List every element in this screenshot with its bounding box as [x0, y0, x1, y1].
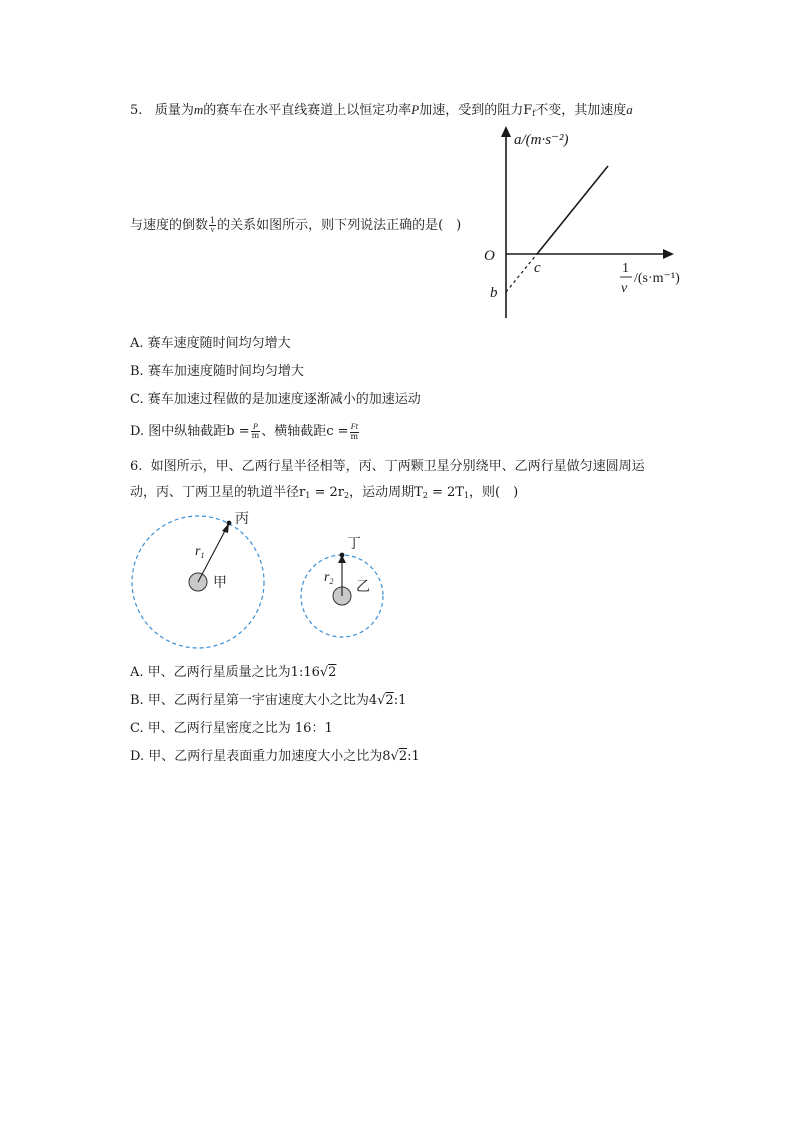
q6-figure — [125, 505, 395, 650]
x-label-num: 1 — [622, 261, 629, 276]
graph-line-extension — [506, 254, 537, 292]
label-r1: $r_1$ — [195, 544, 205, 560]
x-label-den: v — [621, 281, 628, 296]
label-ding: 丁 — [347, 537, 361, 552]
q5-option-b[interactable]: B. 赛车加速度随时间均匀增大 — [130, 364, 304, 379]
satellite-bing — [227, 521, 232, 526]
fraction-1-over-v: $\frac{1}{v}$ — [210, 216, 216, 234]
y-axis-label: a/(m·s⁻²) — [514, 132, 569, 148]
y-axis-arrow — [501, 126, 511, 137]
q5-stem-line2: 与速度的倒数 $\frac{1}{v}$ 的关系如图所示，则下列说法正确的是( ) — [130, 216, 462, 234]
q5-option-a[interactable]: A. 赛车速度随时间均匀增大 — [130, 336, 291, 351]
q6-option-b[interactable]: B. 甲、乙两行星第一宇宙速度大小之比为4√2:1 — [130, 693, 407, 708]
q6-option-c[interactable]: C. 甲、乙两行星密度之比为 16：1 — [130, 721, 333, 736]
q6-stem-line2: 动，丙、丁两卫星的轨道半径$r_1 = 2r_2$，运动周期$T_2 = 2T_1$，则( ) — [130, 485, 519, 500]
q5-option-d[interactable]: D. 图中纵轴截距b = $\frac{P}{m}$ 、横轴截距c = $\frac{Ff}{m}$ — [130, 421, 359, 441]
label-r2: $r_2$ — [324, 570, 334, 586]
q5-stem-line1: 5. 质量为m的赛车在水平直线赛道上以恒定功率P加速，受到的阻力$F_f$不变，其加速度a — [130, 102, 633, 118]
origin-label: O — [484, 248, 495, 264]
q6-option-d[interactable]: D. 甲、乙两行星表面重力加速度大小之比为8√2:1 — [130, 749, 420, 764]
q6-stem-line1: 6. 如图所示，甲、乙两行星半径相等，丙、丁两颗卫星分别绕甲、乙两行星做匀速圆周运 — [130, 459, 645, 474]
b-label: b — [490, 285, 498, 301]
graph-line — [537, 166, 608, 254]
c-label: c — [534, 260, 541, 276]
satellite-ding — [340, 553, 345, 558]
q6-option-a[interactable]: A. 甲、乙两行星质量之比为1:16√2 — [130, 665, 337, 680]
q5-graph — [470, 122, 700, 322]
x-axis-arrow — [663, 249, 674, 259]
label-bing: 丙 — [235, 512, 249, 527]
q5-option-c[interactable]: C. 赛车加速过程做的是加速度逐渐减小的加速运动 — [130, 392, 421, 407]
x-label-unit: /(s·m⁻¹) — [634, 271, 680, 286]
label-yi: 乙 — [356, 580, 370, 595]
label-jia: 甲 — [213, 576, 227, 591]
